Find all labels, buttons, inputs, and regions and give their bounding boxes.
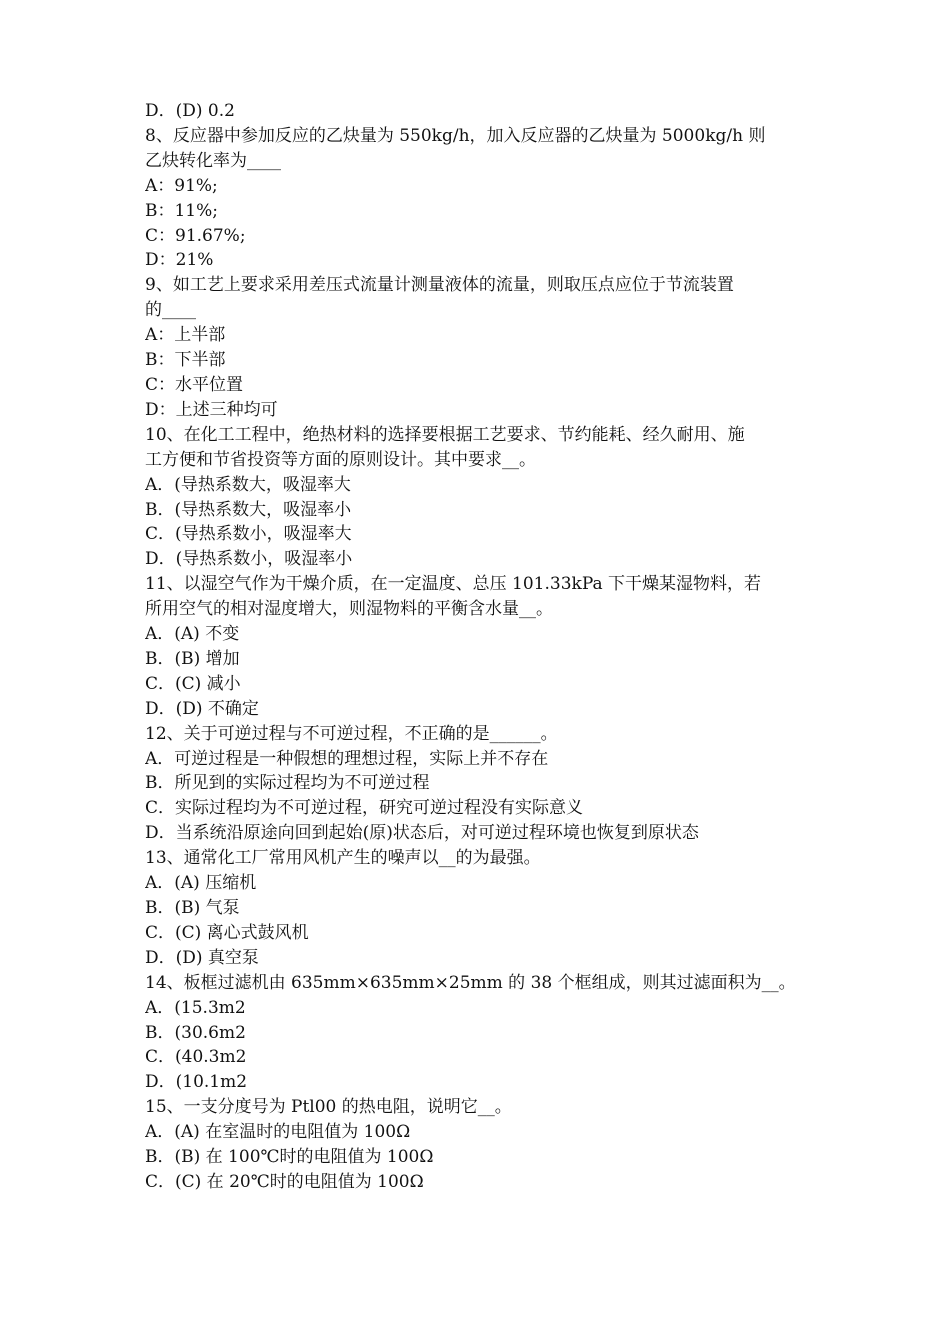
- option-line: D．(10.1m2: [145, 1072, 248, 1093]
- question-14-text: 14、板框过滤机由 635mm×635mm×25mm 的 38 个框组成，则其过滤面积为__。: [145, 972, 796, 993]
- question-13-text: 13、通常化工厂常用风机产生的噪声以__的为最强。: [145, 848, 541, 869]
- option-line: B：下半部: [145, 350, 226, 371]
- option-line: A．(15.3m2: [145, 997, 246, 1018]
- option-line: D：21%: [145, 250, 214, 271]
- option-line: B．(30.6m2: [145, 1022, 246, 1043]
- option-line: A．可逆过程是一种假想的理想过程，实际上并不存在: [145, 748, 549, 769]
- option-line: C．(40.3m2: [145, 1047, 247, 1068]
- option-line: C．实际过程均为不可逆过程，研究可逆过程没有实际意义: [145, 798, 584, 819]
- option-line: B：11%;: [145, 200, 219, 221]
- question-11-text-cont: 所用空气的相对湿度增大，则湿物料的平衡含水量__。: [145, 599, 553, 620]
- option-line: D．(导热系数小，吸湿率小: [145, 549, 353, 570]
- option-line: C．(C) 在 20℃时的电阻值为 100Ω: [145, 1171, 424, 1192]
- option-line: A．(A) 在室温时的电阻值为 100Ω: [145, 1122, 411, 1143]
- question-11-text: 11、以湿空气作为干燥介质，在一定温度、总压 101.33kPa 下干燥某湿物料，若: [145, 574, 762, 595]
- option-line: D．(D) 真空泵: [145, 947, 259, 968]
- option-line: D：上述三种均可: [145, 399, 278, 420]
- question-9-text: 9、如工艺上要求采用差压式流量计测量液体的流量，则取压点应位于节流装置: [145, 275, 734, 296]
- option-line: A：上半部: [145, 325, 226, 346]
- option-line: D．(D) 不确定: [145, 698, 259, 719]
- option-line: A：91%;: [145, 175, 218, 196]
- question-15-text: 15、一支分度号为 Ptl00 的热电阻，说明它__。: [145, 1097, 512, 1118]
- option-line: B．所见到的实际过程均为不可逆过程: [145, 773, 430, 794]
- document-body: [145, 99, 815, 1195]
- question-10-text: 10、在化工工程中，绝热材料的选择要根据工艺要求、节约能耗、经久耐用、施: [145, 424, 745, 445]
- option-line: C．(C) 减小: [145, 673, 241, 694]
- question-8-text: 8、反应器中参加反应的乙炔量为 550kg/h，加入反应器的乙炔量为 5000kg/h 则: [145, 125, 766, 146]
- option-line: C．(导热系数小，吸湿率大: [145, 524, 352, 545]
- option-line: C：91.67%;: [145, 225, 246, 246]
- option-line: A．(导热系数大，吸湿率大: [145, 474, 351, 495]
- option-line: A．(A) 不变: [145, 624, 240, 645]
- question-12-text: 12、关于可逆过程与不可逆过程，不正确的是______。: [145, 723, 558, 744]
- option-line: C：水平位置: [145, 374, 244, 395]
- question-8-text-cont: 乙炔转化率为____: [145, 150, 281, 171]
- option-line: A．(A) 压缩机: [145, 873, 257, 894]
- option-line: C．(C) 离心式鼓风机: [145, 922, 309, 943]
- option-line: B．(导热系数大，吸湿率小: [145, 499, 352, 520]
- option-line: B．(B) 增加: [145, 648, 240, 669]
- option-line: B．(B) 气泵: [145, 898, 240, 918]
- option-line: B．(B) 在 100℃时的电阻值为 100Ω: [145, 1147, 434, 1168]
- option-line: D．当系统沿原途向回到起始(原)状态后，对可逆过程环境也恢复到原状态: [145, 823, 699, 844]
- question-9-text-cont: 的____: [145, 300, 196, 321]
- text-line: D．(D) 0.2: [145, 101, 235, 121]
- question-10-text-cont: 工方便和节省投资等方面的原则设计。其中要求__。: [145, 449, 536, 470]
